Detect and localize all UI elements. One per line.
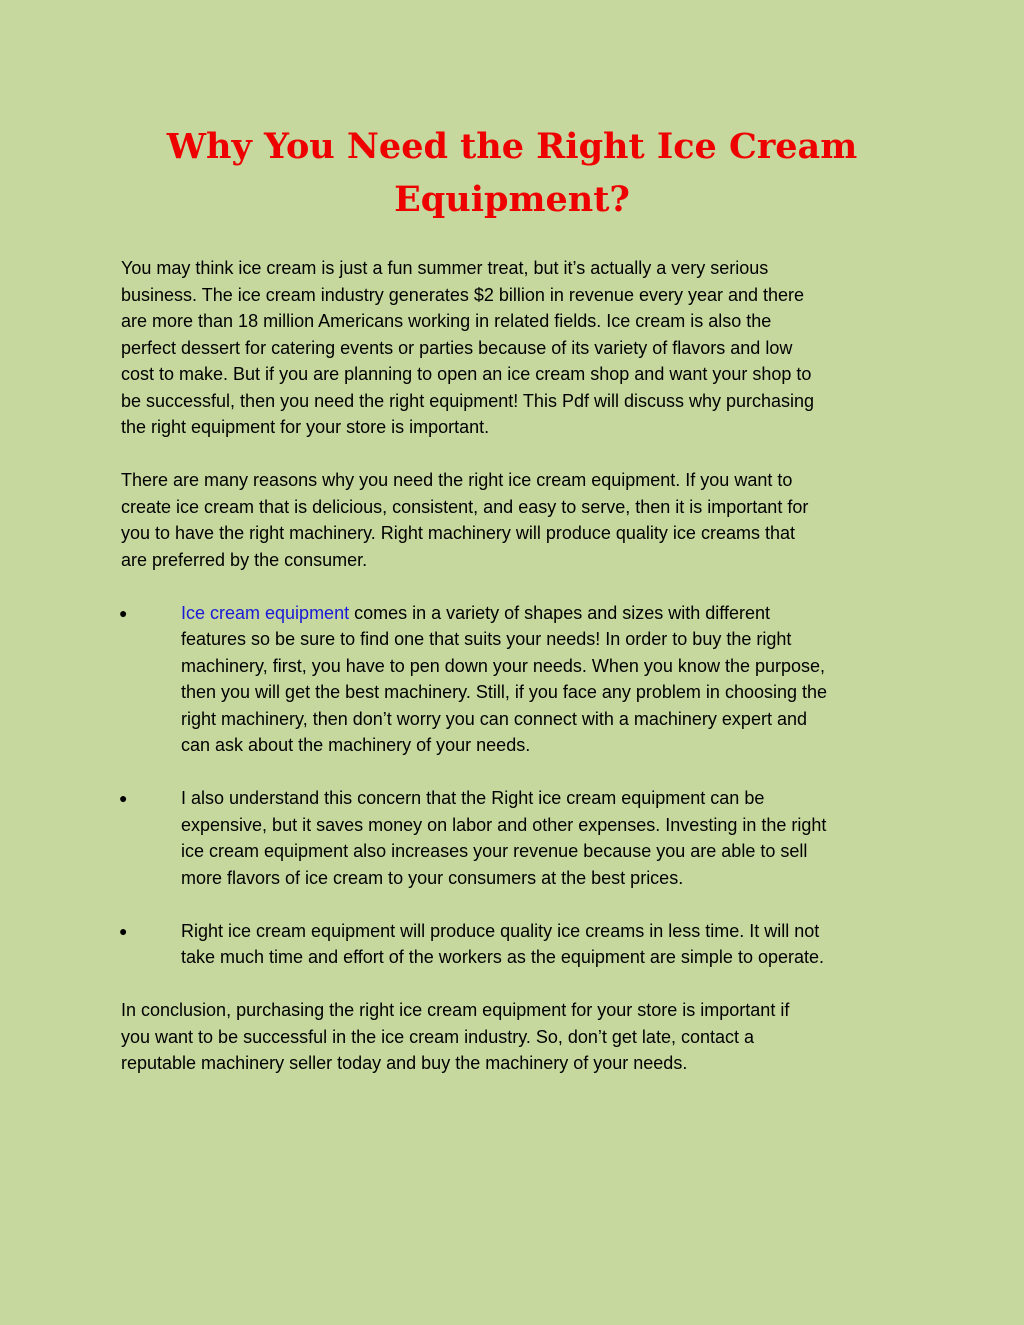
bullet-line: features so be sure to find one that suits your needs! In order to buy the right <box>181 629 792 649</box>
intro-paragraph <box>121 255 921 441</box>
reasons-line: There are many reasons why you need the right ice cream equipment. If you want to <box>121 470 793 490</box>
reasons-line: you to have the right machinery. Right machinery will produce quality ice creams that <box>121 523 795 543</box>
bullet-line <box>181 600 921 627</box>
reasons-paragraph <box>121 467 921 573</box>
intro-line: You may think ice cream is just a fun summer treat, but it’s actually a very serious <box>121 258 769 278</box>
intro-line: cost to make. But if you are planning to open an ice cream shop and want your shop to <box>121 364 812 384</box>
bullet-item <box>121 600 921 759</box>
conclusion-paragraph <box>121 997 921 1077</box>
intro-line: business. The ice cream industry generates $2 billion in revenue every year and there <box>121 284 805 305</box>
bullet-line: can ask about the machinery of your needs. <box>181 735 531 755</box>
document-body <box>121 255 921 1103</box>
bullet-line: more flavors of ice cream to your consumers at the best prices. <box>181 867 684 888</box>
bullet-text: comes in a variety of shapes and sizes with different <box>349 602 770 623</box>
bullet-line: I also understand this concern that the Right ice cream equipment can be <box>181 788 765 808</box>
conclusion-line: you want to be successful in the ice cream industry. So, don’t get late, contact a <box>121 1026 755 1047</box>
title-line: Equipment? <box>394 179 630 220</box>
intro-line: are more than 18 million Americans working in related fields. Ice cream is also the <box>121 311 772 331</box>
reasons-line: create ice cream that is delicious, consistent, and easy to serve, then it is important for <box>121 496 809 517</box>
bullet-item <box>121 918 921 971</box>
bullet-list <box>121 600 921 971</box>
intro-line: perfect dessert for catering events or parties because of its variety of flavors and low <box>121 337 793 358</box>
bullet-line: ice cream equipment also increases your revenue because you are able to sell <box>181 841 808 861</box>
bullet-icon: ● <box>119 922 128 939</box>
bullet-line: take much time and effort of the workers as the equipment are simple to operate. <box>181 947 825 967</box>
bullet-icon: ● <box>119 790 128 806</box>
conclusion-line: reputable machinery seller today and buy the machinery of your needs. <box>121 1053 688 1073</box>
bullet-line: machinery, first, you have to pen down your needs. When you know the purpose, <box>181 655 826 676</box>
page-title <box>0 120 1024 226</box>
bullet-icon: ● <box>119 604 128 621</box>
reasons-line: are preferred by the consumer. <box>121 549 368 570</box>
intro-line: the right equipment for your store is important. <box>121 417 490 437</box>
ice-cream-equipment-link[interactable]: Ice cream equipment <box>181 602 350 623</box>
bullet-line: then you will get the best machinery. Still, if you face any problem in choosing the <box>181 682 828 702</box>
bullet-line: right machinery, then don’t worry you can connect with a machinery expert and <box>181 708 807 729</box>
bullet-line: Right ice cream equipment will produce quality ice creams in less time. It will not <box>181 920 820 941</box>
title-line: Why You Need the Right Ice Cream <box>166 126 858 167</box>
bullet-line: expensive, but it saves money on labor and other expenses. Investing in the right <box>181 814 827 835</box>
conclusion-line: In conclusion, purchasing the right ice cream equipment for your store is important if <box>121 1000 790 1020</box>
intro-line: be successful, then you need the right equipment! This Pdf will discuss why purchasing <box>121 390 815 411</box>
bullet-item <box>121 785 921 891</box>
